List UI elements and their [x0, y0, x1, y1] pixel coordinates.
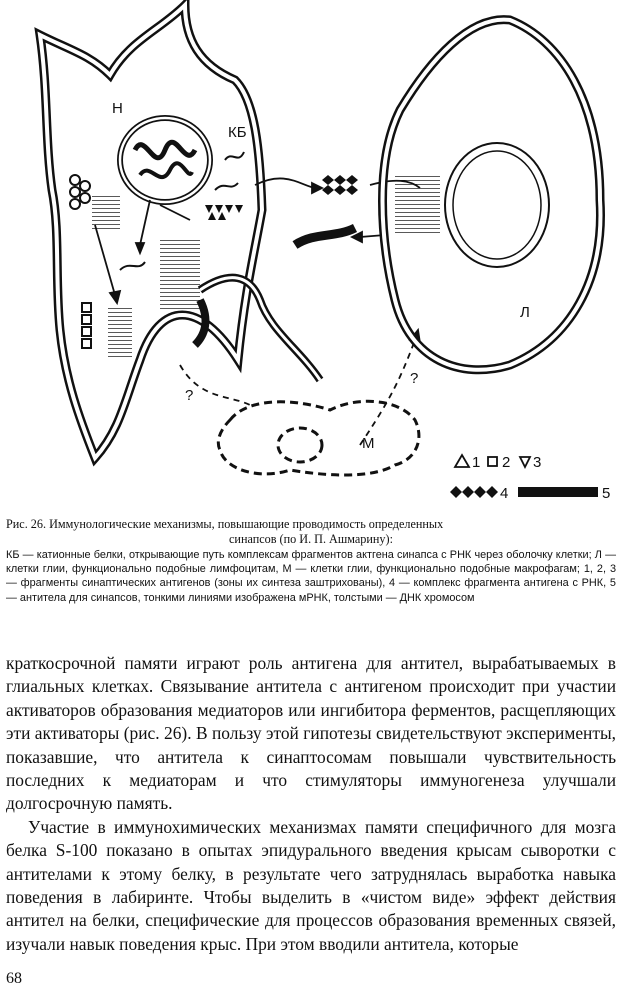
- complex-4-middle: [322, 175, 358, 195]
- paragraph-1: краткосрочной памяти играют роль антигена для антител, вырабатываемых в глиальных клетках. Связывание антитела с антигеном происходит при участии активаторов образования медиаторов или ингибитора ферментов, расщепляющих эти активаторы (рис. 26). В пользу этой гипотезы свидетельствуют эксперименты, показавшие, что антитела к синаптосомам повышали чувствительность последних к медиаторам и что стимуляторы иммуногенеза улучшали долгосрочную память.: [6, 653, 616, 814]
- synapse-markers-left: [70, 175, 91, 348]
- square-icon: [488, 457, 497, 466]
- legend-item-5: 5: [602, 485, 611, 502]
- legend-item-1: 1: [472, 454, 481, 471]
- antibody-bar-icon: [518, 487, 598, 497]
- legend-item-2: 2: [502, 454, 511, 471]
- label-cb: КБ: [228, 124, 247, 141]
- complex-icon: [450, 486, 498, 498]
- label-cell-l: Л: [520, 304, 530, 321]
- caption-legend: КБ — катионные белки, открывающие путь комплексам фрагментов актгена синапса с РНК через оболочку клетки; Л — клетки глии, функционально подобные лимфоцитам, М — клетки глии, функционально подобные макрофагам; 1, 2, 3 — фрагменты синаптических антигенов (зоны их синтеза заштрихованы), 4 — комплекс фрагмента антигена с РНК, 5 — антитела для синапсов, тонкими линиями изображена мРНК, толстыми — ДНК хромосом: [6, 549, 616, 604]
- figure-caption: [6, 517, 616, 605]
- glia-cell-m: [218, 401, 419, 475]
- label-question-1: ?: [185, 387, 194, 404]
- caption-title: Рис. 26. Иммунологические механизмы, повышающие проводимость определенных: [6, 517, 444, 531]
- label-cell-h: Н: [112, 100, 123, 117]
- neuron-nucleus: [120, 118, 210, 202]
- page-number: 68: [6, 970, 22, 987]
- label-cell-m: М: [362, 435, 375, 452]
- triangle-icon: [455, 455, 469, 467]
- figure-legend: [450, 454, 610, 502]
- legend-item-3: 3: [533, 454, 542, 471]
- body-text: [6, 652, 616, 956]
- paragraph-2: Участие в иммунохимических механизмах памяти специфичного для мозга белка S-100 показано в опытах эпидурального введения крысам сыворотки с антителами к этому белку, в результате чего затруднялась выработка навыка поведения в лабиринте. Чтобы выделить в «чистом виде» эффект действия антител на белки, специфические для процессов образования временных связей, изучали навык поведения крыс. При этом вводили антитела, которые: [6, 816, 616, 954]
- inverted-triangle-icon: [520, 457, 530, 467]
- neuron-cell: [40, 5, 320, 458]
- legend-item-4: 4: [500, 485, 509, 502]
- label-question-2: ?: [410, 370, 419, 387]
- antigen-fragment-triangles: [205, 205, 243, 220]
- caption-source: синапсов (по И. П. Ашмарину):: [229, 532, 393, 546]
